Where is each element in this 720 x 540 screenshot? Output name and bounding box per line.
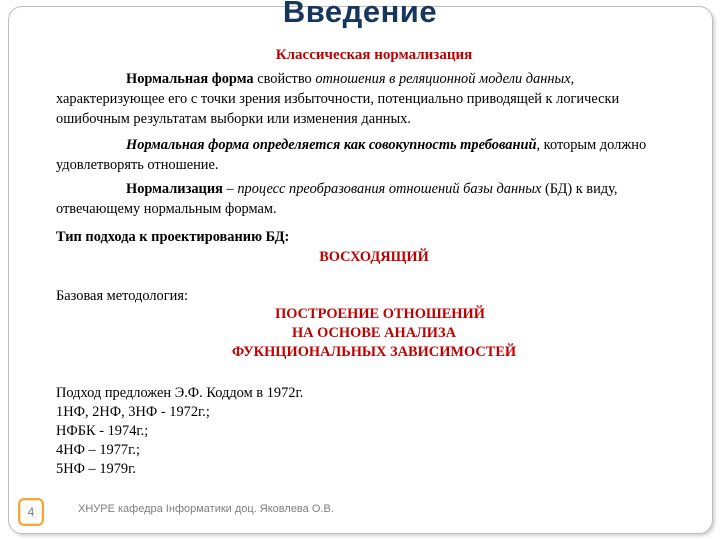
methodology-label: Базовая методология: [56,288,188,304]
slide-subtitle: Классическая нормализация [275,47,473,63]
term-normal-form: Нормальная форма [126,71,254,87]
approach-value: ВОСХОДЯЩИЙ [319,249,429,265]
history-line: Подход предложен Э.Ф. Коддом в 1972г. [56,385,304,401]
term-normalization: Нормализация [126,181,223,197]
methodology-line-1: ПОСТРОЕНИЕ ОТНОШЕНИЙ [275,306,485,322]
slide-footer: ХНУРЕ кафедра Інформатики доц. Яковлева О.В. [78,503,334,515]
slide-title: Введение [282,0,438,29]
paragraph-normal-form-definition: Нормальная форма свойство отношения в реляционной модели данных, характеризующее его с точки зрения избыточности, потенциально приводящей к логически ошибочным результатам выборки или изменения данных. [56,71,620,127]
history-line: 1НФ, 2НФ, 3НФ - 1972г.; [56,404,210,420]
paragraph-normalization-definition: Нормализация – процесс преобразования отношений базы данных (БД) к виду, отвечающему нормальным формам. [56,181,618,217]
history-line: 5НФ – 1979г. [56,461,137,477]
approach-label: Тип подхода к проектированию БД: [56,229,290,245]
history-line: НФБК - 1974г.; [56,423,149,439]
methodology-line-3: ФУКНЦИОНАЛЬНЫХ ЗАВИСИМОСТЕЙ [231,344,517,360]
paragraph-normal-form-requirements: Нормальная форма определяется как совокупность требований, которым должно удовлетворять отношение. [56,137,647,173]
history-line: 4НФ – 1977г.; [56,442,141,458]
page-number-badge: 4 [18,498,44,526]
methodology-line-2: НА ОСНОВЕ АНАЛИЗА [291,325,456,341]
